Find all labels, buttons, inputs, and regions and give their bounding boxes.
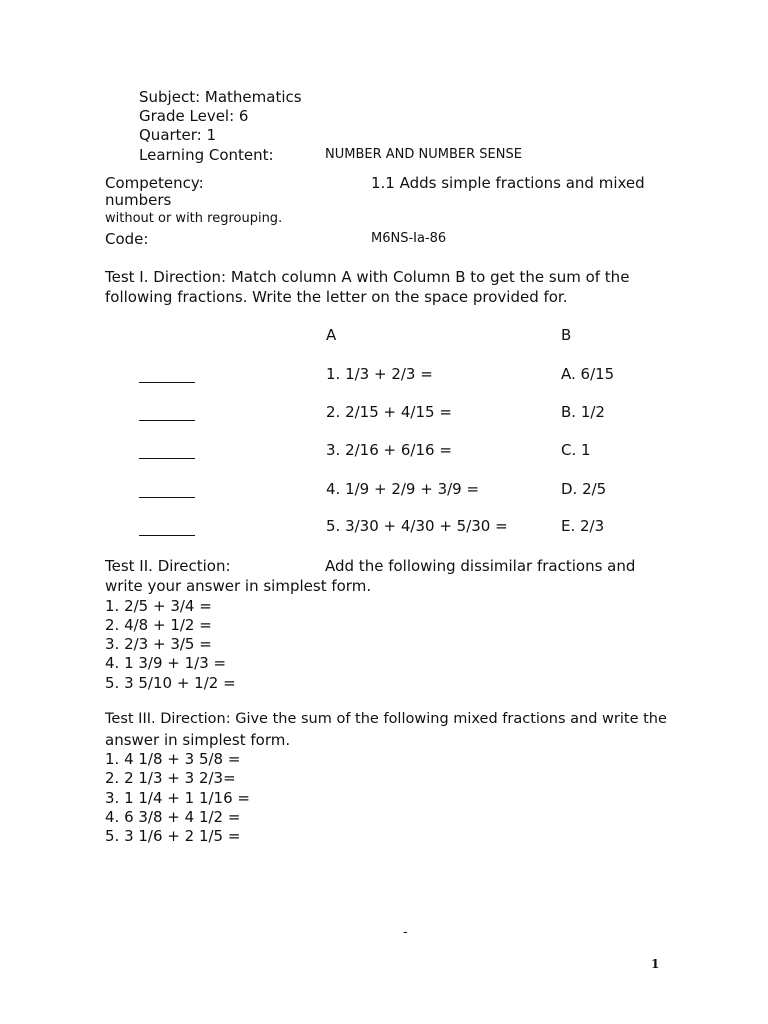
- competency-label: Competency:: [105, 174, 204, 192]
- test2-item: 3. 2/3 + 3/5 =: [105, 635, 212, 653]
- answer-blank[interactable]: [139, 444, 195, 463]
- test1-direction-line1: Test I. Direction: Match column A with Column B to get the sum of the: [105, 268, 630, 286]
- subject-line: Subject: Mathematics: [139, 88, 302, 106]
- match-item-a: 4. 1/9 + 2/9 + 3/9 =: [326, 480, 480, 498]
- answer-blank[interactable]: [139, 368, 195, 387]
- match-item-b: E. 2/3: [561, 517, 605, 535]
- answer-blank[interactable]: [139, 483, 195, 502]
- test2-item: 5. 3 5/10 + 1/2 =: [105, 674, 236, 692]
- match-item-b: C. 1: [561, 441, 591, 459]
- match-item-a: 3. 2/16 + 6/16 =: [326, 441, 452, 459]
- match-item-b: B. 1/2: [561, 403, 605, 421]
- test3-item: 1. 4 1/8 + 3 5/8 =: [105, 750, 241, 768]
- code-value: M6NS-Ia-86: [371, 231, 447, 246]
- column-b-header: B: [561, 326, 572, 344]
- answer-blank[interactable]: [139, 406, 195, 425]
- code-label: Code:: [105, 230, 149, 248]
- page-number: 1: [651, 957, 660, 971]
- quarter-line: Quarter: 1: [139, 126, 217, 144]
- test3-item: 4. 6 3/8 + 4 1/2 =: [105, 808, 241, 826]
- test3-item: 5. 3 1/6 + 2 1/5 =: [105, 827, 241, 845]
- match-item-b: A. 6/15: [561, 365, 615, 383]
- match-item-a: 2. 2/15 + 4/15 =: [326, 403, 452, 421]
- test2-direction-text: Add the following dissimilar fractions and: [325, 557, 636, 575]
- answer-blank[interactable]: [139, 521, 195, 540]
- learning-content-value: NUMBER AND NUMBER SENSE: [325, 147, 522, 162]
- column-a-header: A: [326, 326, 337, 344]
- test1-direction-line2: following fractions. Write the letter on the space provided for.: [105, 288, 568, 306]
- grade-level-line: Grade Level: 6: [139, 107, 249, 125]
- competency-line2: numbers: [105, 191, 172, 209]
- test2-direction-line2: write your answer in simplest form.: [105, 577, 372, 595]
- test2-item: 2. 4/8 + 1/2 =: [105, 616, 212, 634]
- learning-content-label: Learning Content:: [139, 146, 274, 164]
- test2-direction-label: Test II. Direction:: [105, 557, 231, 575]
- match-item-b: D. 2/5: [561, 480, 607, 498]
- test3-item: 2. 2 1/3 + 3 2/3=: [105, 769, 236, 787]
- test3-direction-line2: answer in simplest form.: [105, 731, 291, 749]
- test2-item: 1. 2/5 + 3/4 =: [105, 597, 212, 615]
- test3-direction-line1: Test III. Direction: Give the sum of the following mixed fractions and write the: [105, 711, 667, 727]
- test3-item: 3. 1 1/4 + 1 1/16 =: [105, 789, 250, 807]
- test2-item: 4. 1 3/9 + 1/3 =: [105, 654, 227, 672]
- match-item-a: 1. 1/3 + 2/3 =: [326, 365, 433, 383]
- footer-dash: -: [403, 925, 408, 940]
- competency-line3: without or with regrouping.: [105, 211, 283, 226]
- competency-value: 1.1 Adds simple fractions and mixed: [371, 174, 645, 192]
- match-item-a: 5. 3/30 + 4/30 + 5/30 =: [326, 517, 508, 535]
